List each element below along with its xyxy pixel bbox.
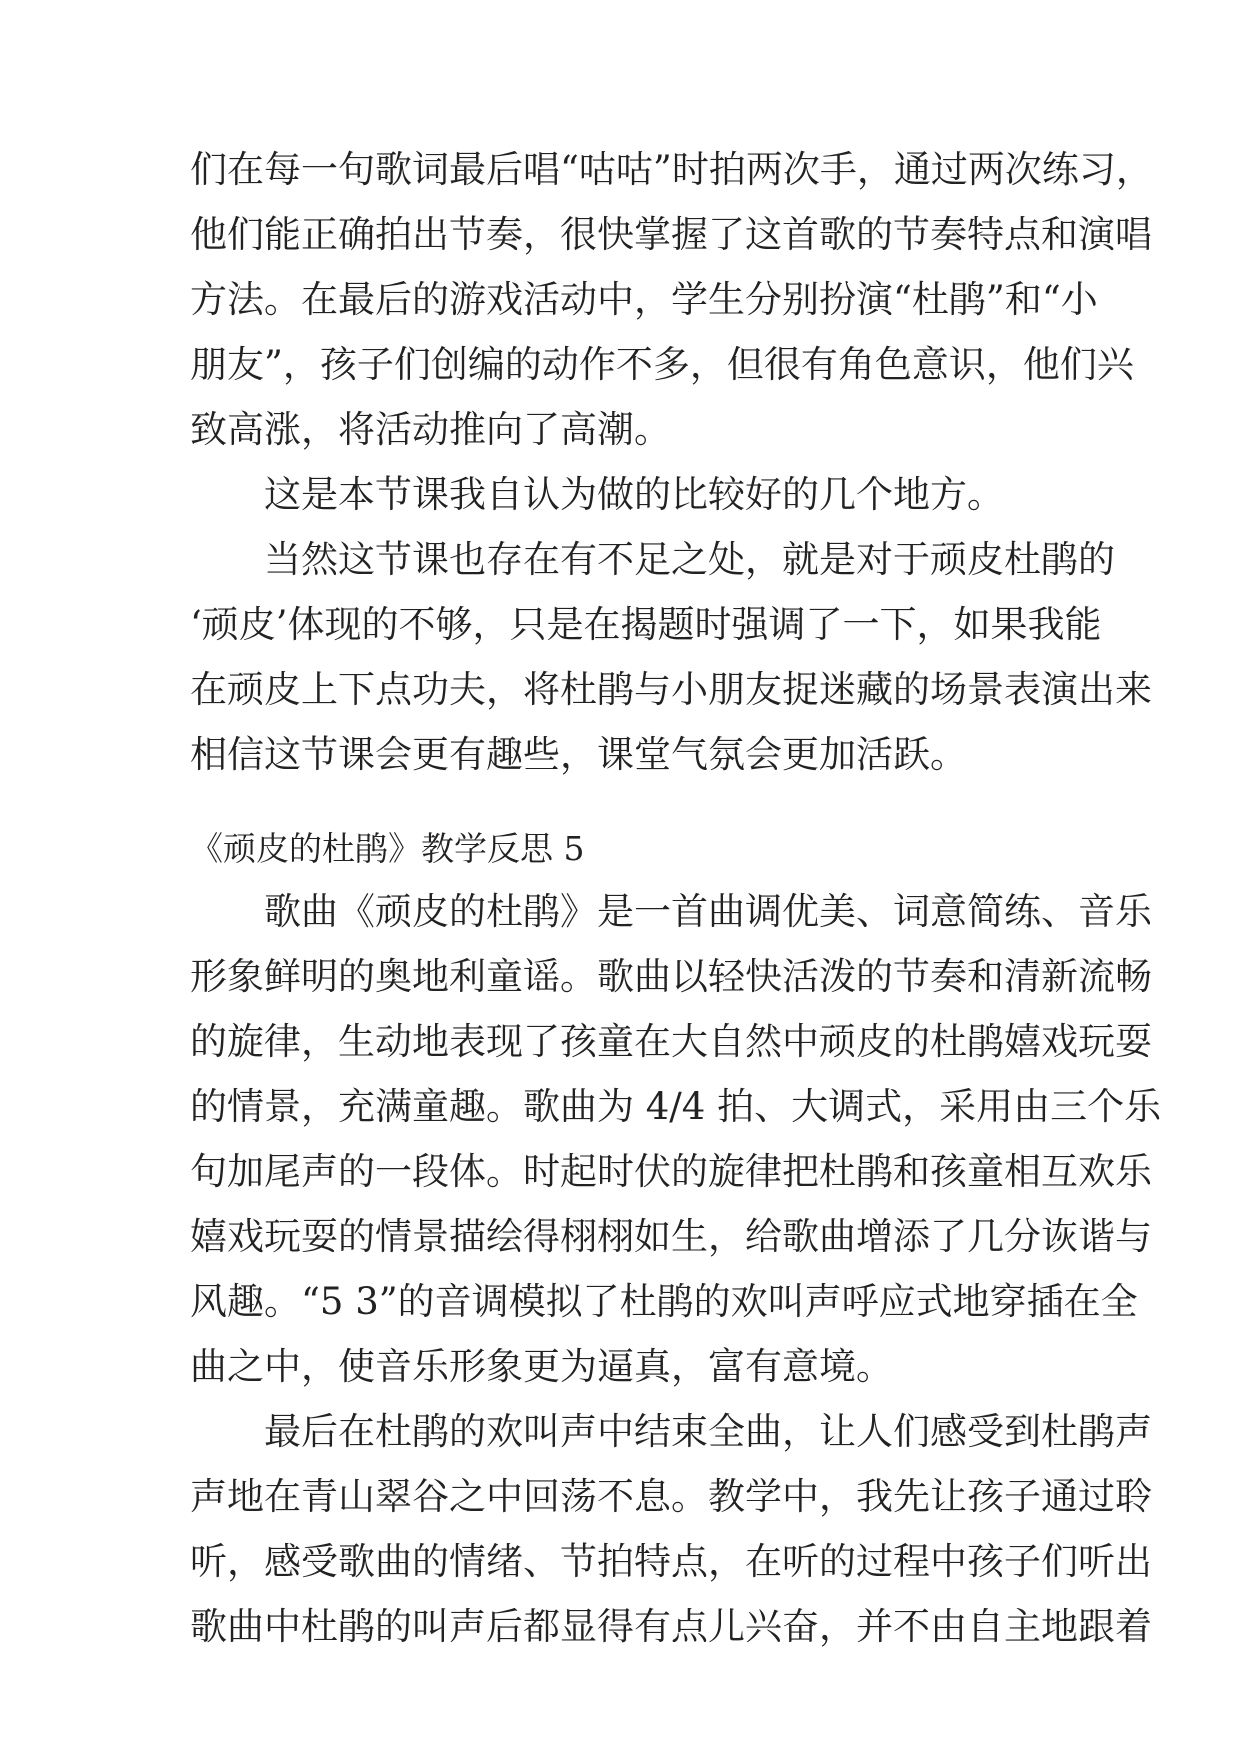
text-line: 风趣。“5 3”的音调模拟了杜鹃的欢叫声呼应式地穿插在全: [190, 1280, 1138, 1323]
text-line: 曲之中，使音乐形象更为逼真，富有意境。: [190, 1345, 893, 1388]
text-line: 歌曲中杜鹃的叫声后都显得有点儿兴奋，并不由自主地跟着: [190, 1605, 1152, 1648]
text-line: 嬉戏玩耍的情景描绘得栩栩如生，给歌曲增添了几分诙谐与: [190, 1215, 1152, 1258]
text-line: 们在每一句歌词最后唱“咕咕”时拍两次手，通过两次练习，: [190, 148, 1153, 191]
text-line: 方法。在最后的游戏活动中，学生分别扮演“杜鹃”和“小: [190, 278, 1098, 321]
text-line: ‘顽皮’体现的不够，只是在揭题时强调了一下，如果我能: [190, 603, 1102, 646]
text-line: 这是本节课我自认为做的比较好的几个地方。: [190, 473, 1004, 516]
text-line: 相信这节课会更有趣些，课堂气氛会更加活跃。: [190, 733, 967, 776]
text-line: 听，感受歌曲的情绪、节拍特点，在听的过程中孩子们听出: [190, 1540, 1152, 1583]
section-heading: 《顽皮的杜鹃》教学反思 5: [190, 829, 585, 868]
text-line: 在顽皮上下点功夫，将杜鹃与小朋友捉迷藏的场景表演出来: [190, 668, 1152, 711]
text-line: 当然这节课也存在有不足之处，就是对于顽皮杜鹃的: [190, 538, 1115, 581]
text-line: 歌曲《顽皮的杜鹃》是一首曲调优美、词意简练、音乐: [190, 890, 1152, 933]
text-line: 他们能正确拍出节奏，很快掌握了这首歌的节奏特点和演唱: [190, 213, 1152, 256]
text-line: 句加尾声的一段体。时起时伏的旋律把杜鹃和孩童相互欢乐: [190, 1150, 1152, 1193]
text-line: 的旋律，生动地表现了孩童在大自然中顽皮的杜鹃嬉戏玩耍: [190, 1020, 1152, 1063]
text-line: 朋友”，孩子们创编的动作不多，但很有角色意识，他们兴: [190, 343, 1134, 386]
text-line: 声地在青山翠谷之中回荡不息。教学中，我先让孩子通过聆: [190, 1475, 1152, 1518]
text-line: 的情景，充满童趣。歌曲为 4/4 拍、大调式，采用由三个乐: [190, 1085, 1162, 1128]
text-line: 最后在杜鹃的欢叫声中结束全曲，让人们感受到杜鹃声: [190, 1410, 1152, 1453]
text-line: 形象鲜明的奥地利童谣。歌曲以轻快活泼的节奏和清新流畅: [190, 955, 1152, 998]
text-line: 致高涨，将活动推向了高潮。: [190, 408, 671, 451]
